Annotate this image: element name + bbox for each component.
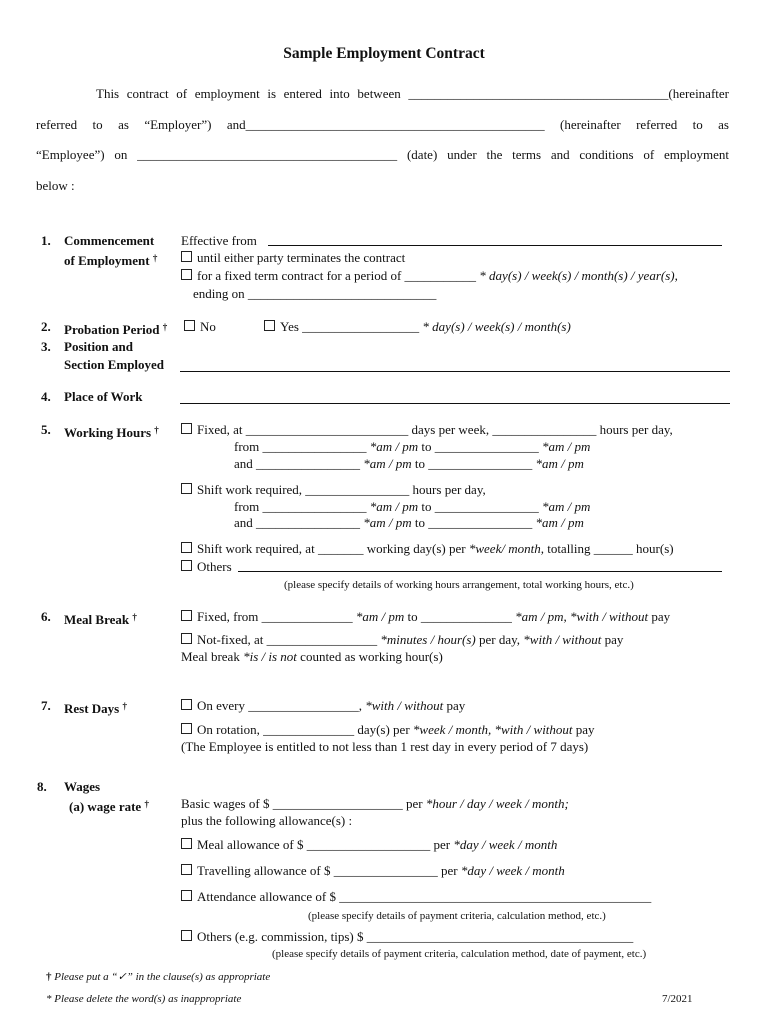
section-8-heading: Wages: [64, 779, 101, 794]
hours-shift-and: and ________________ *am / pm to ________________ *am / pm: [234, 515, 584, 530]
rest-entitlement-note: (The Employee is entitled to not less than 1 rest day in every period of 7 days): [181, 739, 589, 754]
hours-shift-option[interactable]: Shift work required, ________________ hours per day,: [181, 482, 486, 498]
intro-line-3: “Employee”) on ________________________________________ (date) under the terms and conditions of employment: [36, 147, 729, 162]
section-4-number: 4.: [41, 389, 51, 404]
footnote-dagger: † Please put a “✓” in the clause(s) as appropriate: [46, 971, 271, 983]
attendance-allowance-option[interactable]: Attendance allowance of $ ________________________________________________: [181, 889, 651, 905]
section-2-number: 2.: [41, 319, 51, 334]
position-field[interactable]: [180, 371, 730, 372]
section-7-number: 7.: [41, 698, 51, 713]
section-6-heading: Meal Break †: [64, 612, 137, 627]
section-2-heading: Probation Period †: [64, 322, 168, 337]
checkbox-icon[interactable]: [181, 483, 192, 494]
section-7-heading: Rest Days †: [64, 701, 127, 716]
section-4-heading: Place of Work: [64, 389, 143, 404]
section-1-number: 1.: [41, 233, 51, 248]
hours-fixed-from: from ________________ *am / pm to ________________ *am / pm: [234, 439, 591, 454]
revision-date: 7/2021: [662, 993, 693, 1005]
effective-from-field[interactable]: [268, 245, 722, 246]
dagger-mark: †: [154, 425, 159, 435]
meal-allowance-option[interactable]: Meal allowance of $ ___________________ per *day / week / month: [181, 837, 557, 853]
checkbox-icon[interactable]: [264, 320, 275, 331]
section-3-heading-line2: Section Employed: [64, 357, 165, 372]
dagger-mark: †: [152, 253, 158, 263]
option-fixed-term[interactable]: for a fixed term contract for a period of ___________ * day(s) / week(s) / month(s) / year(s),: [181, 268, 678, 284]
meal-counted-line: Meal break *is / is not counted as working hour(s): [181, 649, 443, 664]
checkmark-icon: ✓: [117, 971, 127, 983]
section-5-number: 5.: [41, 422, 51, 437]
footnote-asterisk: * Please delete the word(s) as inappropriate: [46, 993, 242, 1005]
other-allowance-option[interactable]: Others (e.g. commission, tips) $ _________________________________________: [181, 929, 633, 945]
probation-no-option[interactable]: No: [184, 319, 216, 335]
checkbox-icon[interactable]: [181, 610, 192, 621]
intro-line-1: This contract of employment is entered into between ________________________________________(hereinafter: [96, 86, 729, 101]
checkbox-icon[interactable]: [181, 723, 192, 734]
section-3-number: 3.: [41, 339, 51, 354]
place-of-work-field[interactable]: [180, 403, 730, 404]
hours-fixed-and: and ________________ *am / pm to ________________ *am / pm: [234, 456, 584, 471]
hours-note: (please specify details of working hours arrangement, total working hours, etc.): [284, 579, 634, 591]
section-1-heading-line2: of Employment †: [64, 253, 158, 268]
hours-fixed-option[interactable]: Fixed, at _________________________ days per week, ________________ hours per day,: [181, 422, 673, 438]
checkbox-icon[interactable]: [181, 864, 192, 875]
hours-shift-from: from ________________ *am / pm to ________________ *am / pm: [234, 499, 591, 514]
section-3-heading-line1: Position and: [64, 339, 133, 354]
checkbox-icon[interactable]: [181, 890, 192, 901]
checkbox-icon[interactable]: [181, 269, 192, 280]
checkbox-icon[interactable]: [181, 838, 192, 849]
section-8a-heading: (a) wage rate †: [69, 799, 149, 814]
dagger-mark: †: [162, 322, 168, 332]
meal-not-fixed-option[interactable]: Not-fixed, at _________________ *minutes / hour(s) per day, *with / without pay: [181, 632, 623, 648]
hours-others-field[interactable]: [238, 571, 722, 572]
page-title: Sample Employment Contract: [283, 45, 485, 62]
dagger-mark: †: [122, 701, 127, 711]
dagger-mark: †: [144, 799, 149, 809]
checkbox-icon[interactable]: [181, 423, 192, 434]
effective-from-label: Effective from: [181, 233, 257, 248]
intro-line-2: referred to as “Employer”) and______________________________________________ (hereinafter referred to as: [36, 117, 729, 132]
section-1-heading-line1: Commencement: [64, 233, 155, 248]
checkbox-icon[interactable]: [181, 930, 192, 941]
meal-fixed-option[interactable]: Fixed, from ______________ *am / pm to ______________ *am / pm, *with / without pay: [181, 609, 670, 625]
hours-shift-days-option[interactable]: Shift work required, at _______ working day(s) per *week/ month, totalling ______ hour(s): [181, 541, 674, 557]
rest-every-option[interactable]: On every _________________, *with / without pay: [181, 698, 465, 714]
checkbox-icon[interactable]: [181, 560, 192, 571]
section-5-heading: Working Hours †: [64, 425, 159, 440]
other-allowance-note: (please specify details of payment criteria, calculation method, date of payment, etc.): [272, 948, 647, 960]
allowances-intro: plus the following allowance(s) :: [181, 813, 353, 828]
travel-allowance-option[interactable]: Travelling allowance of $ ________________ per *day / week / month: [181, 863, 565, 879]
attendance-note: (please specify details of payment criteria, calculation method, etc.): [308, 910, 606, 922]
checkbox-icon[interactable]: [181, 699, 192, 710]
probation-yes-option[interactable]: Yes __________________ * day(s) / week(s) / month(s): [264, 319, 571, 335]
intro-line-4: below :: [36, 178, 75, 193]
rest-rotation-option[interactable]: On rotation, ______________ day(s) per *week / month, *with / without pay: [181, 722, 595, 738]
checkbox-icon[interactable]: [181, 633, 192, 644]
section-8-number: 8.: [37, 779, 47, 794]
section-6-number: 6.: [41, 609, 51, 624]
checkbox-icon[interactable]: [181, 251, 192, 262]
checkbox-icon[interactable]: [184, 320, 195, 331]
basic-wages-line: Basic wages of $ ____________________ per *hour / day / week / month;: [181, 796, 569, 811]
ending-on-field[interactable]: ending on _____________________________: [193, 286, 437, 301]
checkbox-icon[interactable]: [181, 542, 192, 553]
dagger-mark: †: [132, 612, 137, 622]
option-until-terminated[interactable]: until either party terminates the contract: [181, 250, 405, 266]
hours-others-option[interactable]: Others: [181, 559, 232, 575]
